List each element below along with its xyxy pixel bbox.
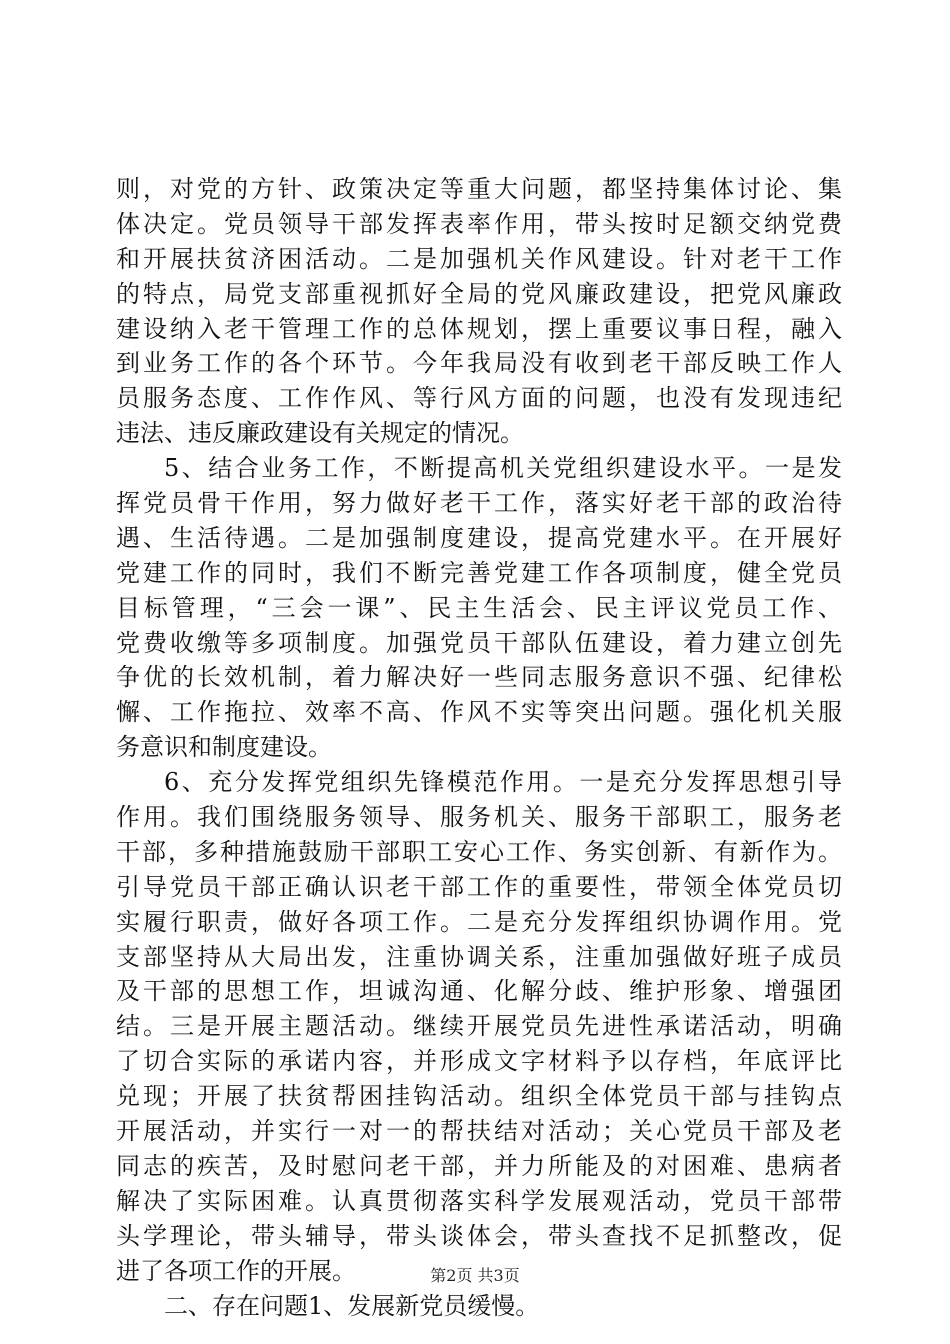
text-line: 了切合实际的承诺内容，并形成文字材料予以存档，年底评比 — [116, 1047, 842, 1076]
paragraph-first-line: 6、充分发挥党组织先锋模范作用。一是充分发挥思想引导 — [164, 768, 842, 797]
text-line: 违法、违反廉政建设有关规定的情况。 — [116, 419, 524, 448]
text-line: 遇、生活待遇。二是加强制度建设，提高党建水平。在开展好 — [116, 523, 842, 552]
text-line: 懈、工作拖拉、效率不高、作风不实等突出问题。强化机关服 — [116, 698, 842, 727]
text-line: 体决定。党员领导干部发挥表率作用，带头按时足额交纳党费 — [116, 209, 842, 238]
document-body — [116, 172, 842, 1323]
text-line: 同志的疾苦，及时慰问老干部，并力所能及的对困难、患病者 — [116, 1151, 842, 1180]
text-line: 及干部的思想工作，坦诚沟通、化解分歧、维护形象、增强团 — [116, 977, 842, 1006]
text-line: 兑现；开展了扶贫帮困挂钩活动。组织全体党员干部与挂钩点 — [116, 1082, 842, 1111]
text-line: 挥党员骨干作用，努力做好老干工作，落实好老干部的政治待 — [116, 489, 842, 518]
text-line: 务意识和制度建设。 — [116, 733, 332, 762]
text-line: 头学理论，带头辅导，带头谈体会，带头查找不足抓整改，促 — [116, 1221, 842, 1250]
text-line: 结。三是开展主题活动。继续开展党员先进性承诺活动，明确 — [116, 1012, 842, 1041]
text-line: 则，对党的方针、政策决定等重大问题，都坚持集体讨论、集 — [116, 175, 842, 203]
text-line: 争优的长效机制，着力解决好一些同志服务意识不强、纪律松 — [116, 663, 842, 692]
text-line: 目标管理，“三会一课”、民主生活会、民主评议党员工作、 — [116, 593, 842, 622]
text-line: 支部坚持从大局出发，注重协调关系，注重加强做好班子成员 — [116, 942, 842, 971]
text-line: 干部，多种措施鼓励干部职工安心工作、务实创新、有新作为。 — [116, 837, 842, 866]
text-line: 党建工作的同时，我们不断完善党建工作各项制度，健全党员 — [116, 558, 842, 587]
text-line: 建设纳入老干管理工作的总体规划，摆上重要议事日程，融入 — [116, 314, 842, 343]
text-line: 作用。我们围绕服务领导、服务机关、服务干部职工，服务老 — [116, 803, 842, 832]
text-line: 引导党员干部正确认识老干部工作的重要性，带领全体党员切 — [116, 872, 842, 901]
text-line: 解决了实际困难。认真贯彻落实科学发展观活动，党员干部带 — [116, 1186, 842, 1215]
text-line: 实履行职责，做好各项工作。二是充分发挥组织协调作用。党 — [116, 907, 842, 936]
text-line: 员服务态度、工作作风、等行风方面的问题，也没有发现违纪 — [116, 384, 842, 413]
text-line: 党费收缴等多项制度。加强党员干部队伍建设，着力建立创先 — [116, 628, 842, 657]
text-line: 开展活动，并实行一对一的帮扶结对活动；关心党员干部及老 — [116, 1117, 842, 1146]
text-line: 进了各项工作的开展。 — [116, 1256, 356, 1285]
text-line: 和开展扶贫济困活动。二是加强机关作风建设。针对老干工作 — [116, 244, 842, 273]
page-number-footer: 第2页 共3页 — [430, 1266, 520, 1285]
paragraph-first-line: 5、结合业务工作，不断提高机关党组织建设水平。一是发 — [164, 454, 842, 483]
text-line: 的特点，局党支部重视抓好全局的党风廉政建设，把党风廉政 — [116, 279, 842, 308]
text-line: 到业务工作的各个环节。今年我局没有收到老干部反映工作人 — [116, 349, 842, 378]
paragraph-first-line: 二、存在问题1、发展新党员缓慢。 — [164, 1291, 540, 1320]
